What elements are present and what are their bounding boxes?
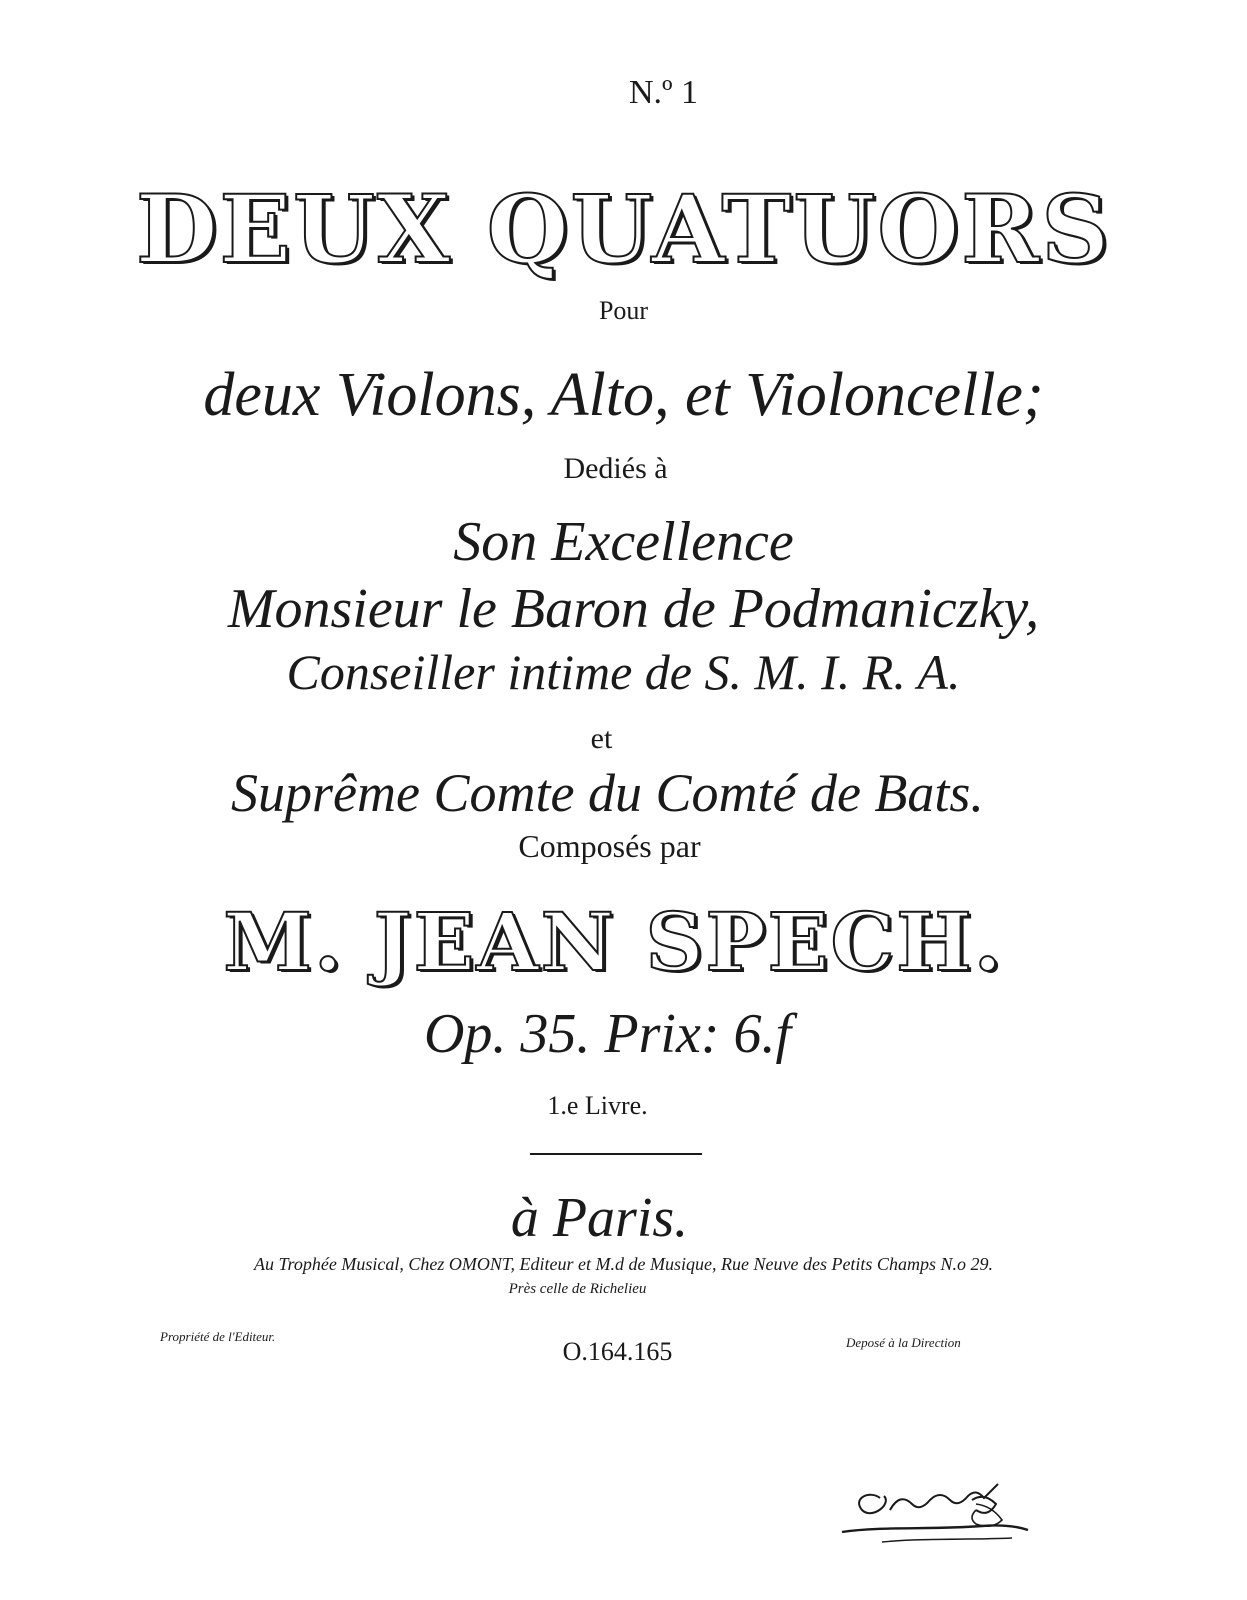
conseiller-line: Conseiller intime de S. M. I. R. A. bbox=[286, 644, 961, 700]
composes-label: Composés par bbox=[518, 828, 701, 864]
opus-price: Op. 35. Prix: 6.f bbox=[423, 1003, 792, 1065]
baron-line: Monsieur le Baron de Podmaniczky, bbox=[227, 578, 1040, 640]
et-label: et bbox=[590, 722, 613, 755]
supreme-line: Suprême Comte du Comté de Bats. bbox=[231, 763, 984, 823]
publisher-line-2: Près celle de Richelieu bbox=[508, 1281, 647, 1297]
divider-rule bbox=[530, 1153, 702, 1155]
depose-note: Deposé à la Direction bbox=[846, 1335, 961, 1350]
number-mark: N.º 1 bbox=[628, 74, 699, 111]
propriete-note: Propriété de l'Editeur. bbox=[160, 1329, 276, 1344]
composer-name: M. JEAN SPECH. bbox=[223, 895, 1004, 989]
livre-label: 1.e Livre. bbox=[547, 1091, 648, 1120]
excellence-line: Son Excellence bbox=[453, 511, 794, 573]
place-line: à Paris. bbox=[510, 1187, 689, 1249]
plate-number: O.164.165 bbox=[562, 1337, 673, 1366]
publisher-line: Au Trophée Musical, Chez OMONT, Editeur et M.d de Musique, Rue Neuve des Petits Champs N.o 29. bbox=[254, 1254, 993, 1274]
pour-label: Pour bbox=[598, 296, 649, 325]
instruments-line: deux Violons, Alto, et Violoncelle; bbox=[203, 361, 1044, 429]
main-title: DEUX QUATUORS bbox=[135, 175, 1112, 285]
signature-icon bbox=[822, 1470, 1032, 1560]
dedies-label: Dediés à bbox=[563, 452, 668, 485]
